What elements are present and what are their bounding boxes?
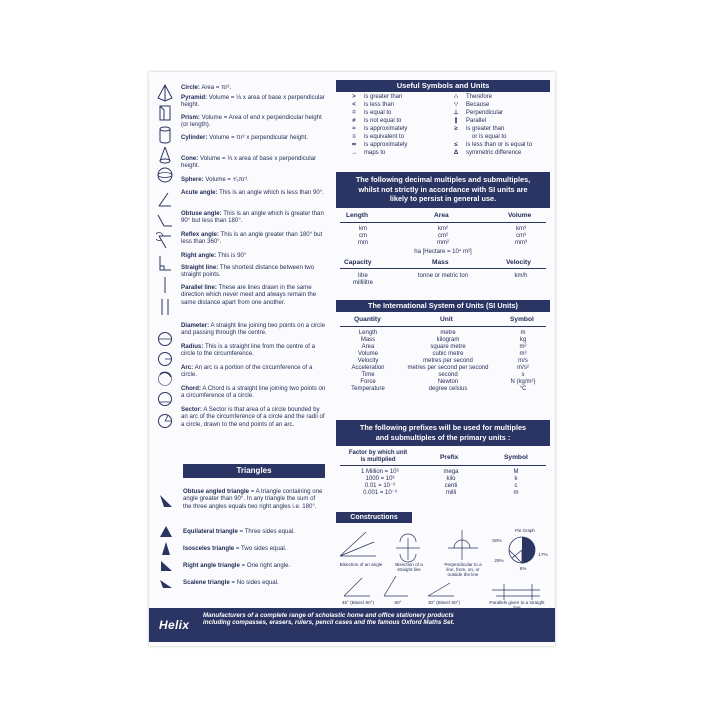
prefixes-table: Factor by which unit is multiplied Prefix Symbol 1 Million = 10⁶ mega M 1000 = 10³ kilo k 0.01 = 10⁻² centi c 0.001 = 10⁻³ milli m [348, 450, 528, 496]
definition-item: Reflex angle: This is an angle greater than 180° but less than 360°. [181, 231, 323, 246]
definition-item: Obtuse angle: This is an angle which is greater than 90° but less than 180°. [181, 210, 324, 225]
definition-item: Radius: This is a straight line from the centre of a circle to the circumference. [181, 343, 316, 358]
definition-item: Arc: An arc is a portion of the circumference of a circle. [181, 364, 313, 379]
definition-item: Diameter: A straight line joining two points on a circle and passing through the centre. [181, 322, 325, 337]
angle-45-drawing [344, 578, 370, 596]
triangle-item: Right angle triangle = One right angle. [183, 562, 325, 569]
symbol-row: ≡ is equivalent to or is equal to [352, 134, 507, 140]
table-rule [340, 326, 546, 327]
footer-text: Manufacturers of a complete range of scholastic home and office stationery products including compasses, erasers, rulers, pencil cases and the famous Oxford Maths Set. [203, 612, 455, 627]
triangle-item: Isosceles triangle = Two sides equal. [183, 545, 325, 552]
obtuse-angle-icon [156, 210, 174, 228]
definition-item: Acute angle: This is an angle which is less than 90°. [181, 189, 324, 196]
si-table: Quantity Unit Symbol Length metre m Mass kilogram kg Area square metre m² Volume cubic metre m³ Velocity metres per second m/s Acceleration metres per second per second m/s² Time second s Force Newton N (kg/m²) Temperature degree celsius °C [351, 316, 536, 392]
obtuse-triangle-icon [159, 494, 173, 508]
constructions-heading: Constructions [336, 512, 412, 523]
angle-60-drawing [384, 576, 408, 596]
line-bisection-drawing [396, 534, 420, 562]
pie-label-25: 25% [494, 558, 504, 563]
left-column [153, 78, 325, 608]
definition-item: Cone: Volume = ⅓ x area of base x perpendicular height. [181, 155, 316, 170]
angle-30-label: 30° (Bisect 60°) [427, 600, 460, 605]
formula-sheet [149, 72, 555, 646]
symbol-row: > is greater than ∴ Therefore [352, 94, 493, 100]
symbol-row: ≈ is approximately ≥ is greater than [352, 126, 505, 132]
pyramid-icon [156, 84, 174, 102]
prefixes-heading: The following prefixes will be used for multiples and submultiples of the primary units : [336, 420, 550, 446]
definition-item: Pyramid: Volume = ⅓ x area of base x perpendicular height. [181, 94, 325, 109]
acute-angle-icon [156, 190, 174, 208]
definition-item: Straight line: The shortest distance between two straight points. [181, 264, 315, 279]
sector-icon [156, 412, 174, 430]
symbol-row: = is equal to ⊥ Perpendicular [352, 110, 504, 116]
equilateral-triangle-icon [159, 525, 173, 539]
radius-icon [156, 350, 174, 368]
pie-graph [509, 537, 535, 563]
symbol-row: → maps to Δ symmetric difference [351, 150, 522, 156]
cylinder-icon [156, 126, 174, 144]
definition-item: Parallel line: These are lines drawn in the same direction which never meet and always remain the same distance apart from one another. [181, 284, 317, 306]
helix-logo: Helix [159, 618, 190, 632]
symbol-row: ≃ is approximately ≤ is less than or is equal to [351, 142, 533, 148]
bisect-line-label: Bisection of a straight line [395, 562, 423, 572]
isosceles-triangle-icon [159, 542, 173, 556]
pie-label-8: 8% [519, 566, 527, 571]
prism-icon [156, 104, 174, 122]
triangle-item: Obtuse angled triangle = A triangle containing one angle greater than 90°. In any triangle the sum of the three angles equals two right angles i.e. 180°. [183, 488, 325, 510]
symbol-row: ≠ is not equal to ∥ Parallel [352, 118, 487, 124]
table-rule [340, 222, 546, 223]
symbol-row: < is less than ∵ Because [352, 102, 490, 108]
right-triangle-icon [159, 559, 173, 573]
arc-icon [156, 370, 174, 388]
angle-bisection-drawing [340, 532, 376, 556]
triangle-item: Scalene triangle = No sides equal. [183, 579, 325, 586]
definition-item: Sphere: Volume = ⁴⁄₃πr³. [181, 176, 249, 183]
reflex-angle-icon [156, 232, 174, 250]
parallels-label: Parallels given to a straight [489, 600, 545, 605]
scalene-triangle-icon [159, 576, 173, 590]
definition-item: Right angle: This is 90° [181, 252, 247, 259]
definition-item: Prism: Volume = Area of end x perpendicular height (or length). [181, 114, 322, 129]
definition-item: Chord: A Chord is a straight line joining two points on a circumference of a circle. [181, 385, 326, 400]
straight-line-icon [156, 276, 174, 294]
definition-item: Circle: Area = πr². [181, 84, 232, 91]
cone-icon [156, 146, 174, 164]
angle-45-label: 45° (Bisect 90°) [341, 600, 374, 605]
parallel-line-icon [156, 298, 174, 316]
right-angle-icon [156, 254, 174, 272]
definition-item: Sector: A Sector is that area of a circle bounded by an arc of the circumference of a circle and the radii of a circle, drawn to the end points of an arc. [181, 406, 325, 428]
angle-60-label: 60° [394, 600, 402, 605]
si-units-heading: The International System of Units (SI Units) [336, 300, 550, 312]
decimal-multiples-heading: The following decimal multiples and submultiples, whilst not strictly in accordance with SI units are likely to persist in general use. [336, 172, 550, 208]
constructions-diagrams [336, 526, 550, 606]
pie-label-17: 17% [538, 552, 548, 557]
chord-icon [156, 390, 174, 408]
bisect-angle-label: Bisection of an angle [339, 562, 383, 567]
footer-banner [149, 608, 555, 642]
triangle-item: Equilateral triangle = Three sides equal. [183, 528, 325, 535]
triangles-heading: Triangles [183, 464, 325, 478]
perpendicular-drawing [448, 530, 478, 560]
pie-title: Pie Graph [515, 528, 535, 533]
table-rule [340, 268, 546, 269]
decimal-table: Length Area Volume km km² km³ cm cm² cm³ mm mm² mm³ ha [Hectare = 10⁴ m²] Capacity Mass Velocity litre tonne or metric ton km/h millilitre [344, 212, 532, 286]
symbols-heading: Useful Symbols and Units [336, 80, 550, 92]
angle-30-drawing [428, 583, 454, 596]
pie-label-50: 50% [492, 538, 502, 543]
definition-item: Cylinder: Volume = πr² x perpendicular height. [181, 134, 309, 141]
diameter-icon [156, 330, 174, 348]
parallels-drawing [492, 584, 540, 600]
perpendicular-label: Perpendicular to a line, from, on, or outside the line [444, 562, 482, 577]
table-rule [340, 465, 546, 466]
sphere-icon [156, 166, 174, 184]
